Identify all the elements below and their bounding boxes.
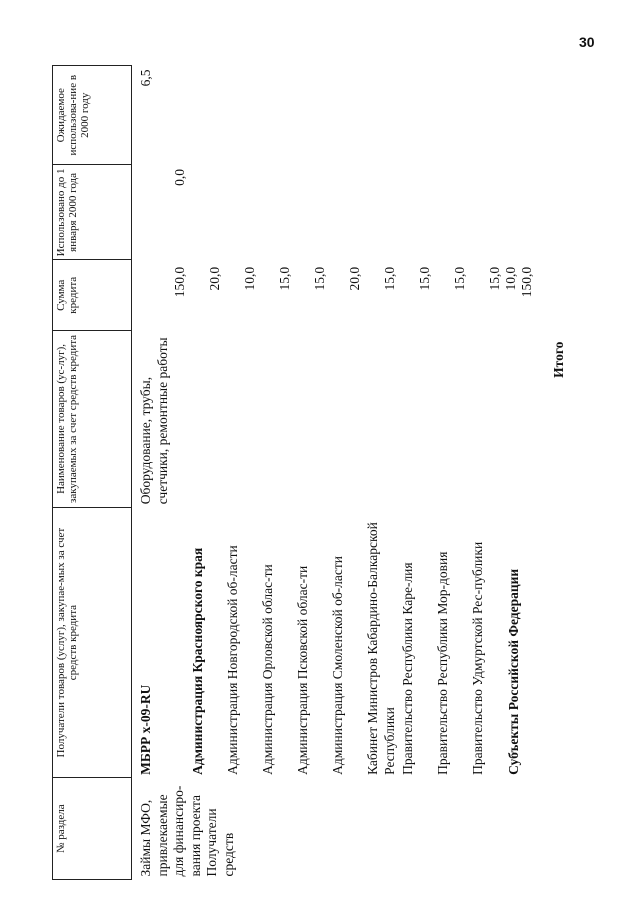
recipient-list	[190, 510, 522, 775]
amount-cell	[132, 260, 569, 331]
recipient-amount: 20,0	[207, 266, 222, 291]
project-name: МБРР x-09-RU	[138, 684, 153, 775]
recipient-amount: 15,0	[487, 266, 502, 291]
project-used: 0,0	[172, 168, 187, 186]
header-amount: Сумма кредита	[53, 260, 132, 331]
header-section: № раздела	[53, 778, 132, 880]
page-number: 30	[579, 34, 595, 50]
section-cell	[132, 778, 569, 880]
recipient-amount: 15,0	[277, 266, 292, 291]
used-cell	[132, 165, 569, 260]
table-row	[132, 66, 569, 880]
recipient-amount: 15,0	[312, 266, 327, 291]
recipient-name: Правительство Республики Каре-лия	[400, 562, 415, 775]
recipient-amount: 10,0	[503, 266, 518, 291]
project-expected: 6,5	[138, 69, 153, 87]
header-recipients: Получатели товаров (услуг), закупае-мых за счет средств кредита	[53, 507, 132, 778]
table-header-row	[53, 66, 132, 880]
section-text: Займы МФО, привлекаемые для финансиро-вания проекта Получатели средств	[138, 785, 236, 877]
rotated-table-page	[52, 65, 617, 880]
recipient-name: Правительство Удмуртской Рес-публики	[470, 541, 485, 775]
recipient-amount: 15,0	[417, 266, 432, 291]
header-used: Использовано до 1 января 2000 года	[53, 165, 132, 260]
header-expected: Ожидаемое использова-ние в 2000 году	[53, 66, 132, 165]
recipients-cell	[132, 507, 569, 778]
amount-list	[207, 263, 535, 328]
goods-cell	[132, 331, 569, 508]
header-goods: Наименование товаров (ус-луг), закупаемых за счет средств кредита	[53, 331, 132, 508]
total-amount: 150,0	[519, 266, 534, 298]
recipient-name: Администрация Орловской облас-ти	[260, 564, 275, 775]
recipient-name: Администрация Псковской облас-ти	[295, 565, 310, 775]
expected-cell	[132, 66, 569, 165]
recipient-name: Администрация Красноярского края	[190, 547, 205, 775]
recipient-amount: 20,0	[347, 266, 362, 291]
total-label: Итого	[551, 341, 566, 378]
recipient-name: Кабинет Министров Кабардино-Балкарской Республики	[365, 522, 397, 775]
recipient-name: Правительство Республики Мор-довия	[435, 551, 450, 775]
recipient-amount: 10,0	[242, 266, 257, 291]
recipient-amount: 15,0	[452, 266, 467, 291]
recipient-name: Администрация Смоленской об-ласти	[330, 555, 345, 775]
project-amount: 150,0	[172, 266, 187, 298]
recipient-name: Администрация Новгородской об-ласти	[225, 545, 240, 775]
credit-table	[52, 65, 569, 880]
recipient-amount: 15,0	[382, 266, 397, 291]
recipient-name: Субъекты Российской Федерации	[506, 568, 521, 775]
project-goods: Оборудование, трубы, счетчики, ремонтные работы	[138, 337, 170, 505]
